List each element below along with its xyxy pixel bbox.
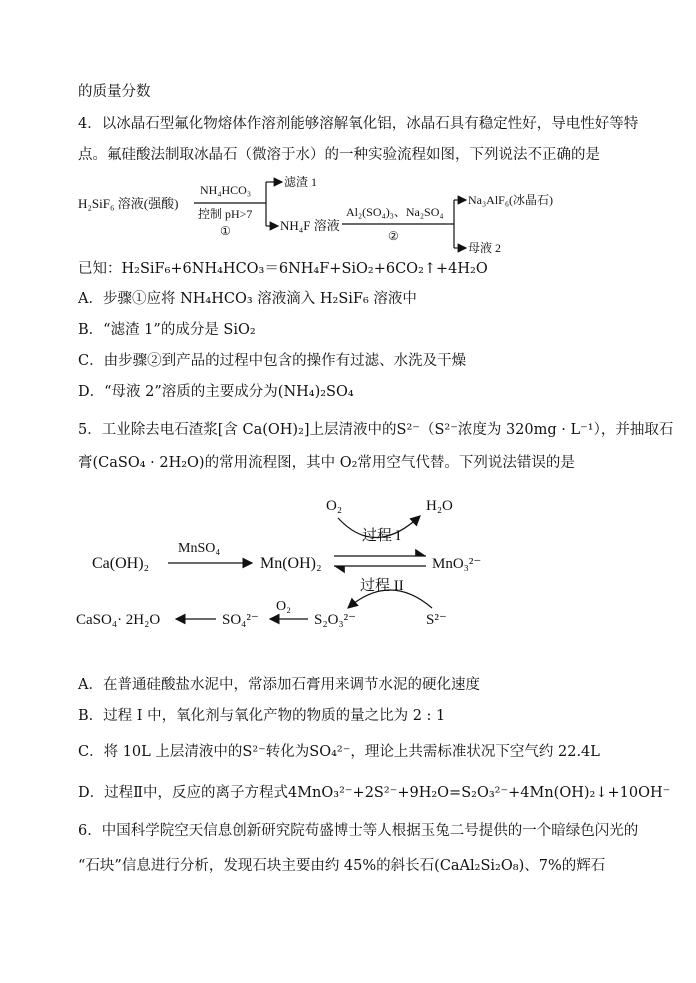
flow-out1: 滤渣 1	[284, 175, 318, 189]
q4-option-b: B．“滤渣 1”的成分是 SiO₂	[78, 322, 256, 338]
q5-option-d: D．过程Ⅱ中，反应的离子方程式4MnO₃²⁻+2S²⁻+9H₂O=S₂O₃²⁻+4Mn(OH)₂↓+10OH⁻	[78, 785, 671, 801]
scheme-o2-low: O₂	[276, 599, 291, 614]
scheme-mnoh2: Mn(OH)₂	[260, 555, 322, 572]
flow-reagent1: NH₄HCO₃	[200, 183, 252, 197]
q5-stem-line1: 5．工业除去电石渣浆[含 Ca(OH)₂]上层清液中的S²⁻（S²⁻浓度为 320mg · L⁻¹），并抽取石	[78, 422, 674, 438]
scheme-caoh2: Ca(OH)₂	[92, 555, 150, 572]
flow-step2: ②	[388, 229, 399, 243]
q4-stem-line2: 点。氟硅酸法制取冰晶石（微溶于水）的一种实验流程如图，下列说法不正确的是	[78, 147, 600, 163]
scheme-s2: S²⁻	[426, 612, 447, 628]
q4-option-c: C．由步骤②到产品的过程中包含的操作有过滤、水洗及干燥	[78, 353, 467, 369]
flow-mid: NH₄F 溶液	[280, 218, 340, 233]
q4-option-d: D．“母液 2”溶质的主要成分为(NH₄)₂SO₄	[78, 384, 354, 400]
scheme-so4: SO₄²⁻	[222, 612, 259, 628]
q4-known: 已知：H₂SiF₆+6NH₄HCO₃＝6NH₄F+SiO₂+6CO₂↑+4H₂O	[78, 261, 488, 277]
scheme-o2-top: O₂	[326, 498, 343, 514]
q4-option-a: A．步骤①应将 NH₄HCO₃ 溶液滴入 H₂SiF₆ 溶液中	[78, 291, 417, 307]
scheme-s2o3: S₂O₃²⁻	[314, 612, 357, 628]
q5-stem-line2: 膏(CaSO₄ · 2H₂O)的常用流程图，其中 O₂常用空气代替。下列说法错误的是	[78, 455, 575, 471]
q5-option-c: C．将 10L 上层清液中的S²⁻转化为SO₄²⁻，理论上共需标准状况下空气约 22.4L	[78, 744, 600, 760]
scheme-mno3: MnO₃²⁻	[432, 556, 482, 572]
flow-reagent2: Al₂(SO₄)₃、Na₂SO₄	[346, 205, 444, 219]
q6-stem-line2: “石块”信息进行分析，发现石块主要由约 45%的斜长石(CaAl₂Si₂O₈)、7%的辉石	[78, 858, 606, 874]
scheme-h2o: H₂O	[426, 498, 453, 514]
scheme-proc2: 过程 II	[360, 578, 404, 594]
flow-step1: ①	[220, 224, 231, 238]
intro-tail: 的质量分数	[78, 84, 151, 100]
q5-scheme	[70, 490, 482, 640]
flow-start: H₂SiF₆ 溶液(强酸)	[78, 196, 179, 211]
flow-out2: 母液 2	[468, 241, 502, 255]
scheme-caso4: CaSO₄· 2H₂O	[76, 612, 161, 628]
q6-stem-line1: 6．中国科学院空天信息创新研究院苟盛博士等人根据玉兔二号提供的一个暗绿色闪光的	[78, 823, 639, 839]
q5-option-b: B．过程 I 中，氧化剂与氧化产物的物质的量之比为 2 : 1	[78, 708, 446, 724]
scheme-mnso4: MnSO₄	[178, 541, 221, 556]
q4-stem-line1: 4．以冰晶石型氟化物熔体作溶剂能够溶解氧化铝，冰晶石具有稳定性好，导电性好等特	[78, 116, 639, 132]
flow-product: Na₃AlF₆(冰晶石)	[468, 193, 554, 207]
scheme-proc1: 过程 I	[362, 528, 401, 544]
q4-flowchart	[70, 172, 630, 254]
q5-option-a: A．在普通硅酸盐水泥中，常添加石膏用来调节水泥的硬化速度	[78, 677, 480, 693]
flow-cond1: 控制 pH>7	[198, 207, 253, 221]
